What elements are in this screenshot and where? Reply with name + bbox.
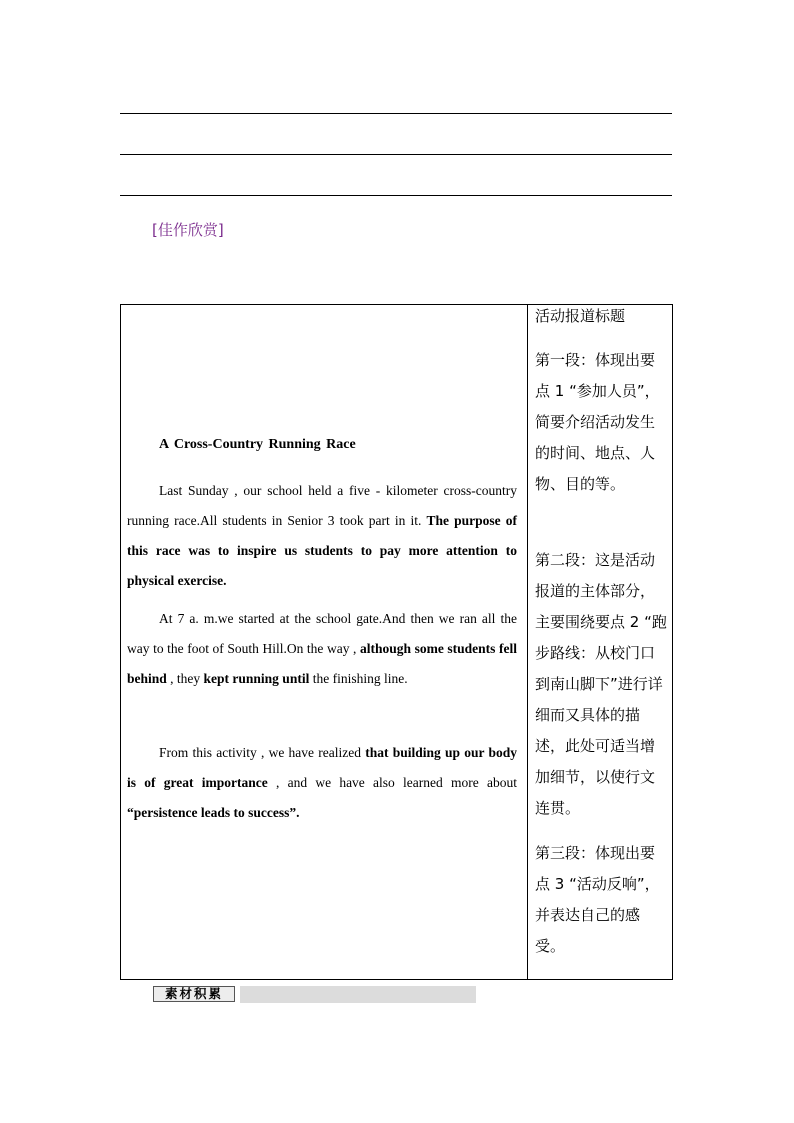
paragraph-text: Last Sunday , our school held a five - kilometer cross-country running race.All students in Senior 3 took part in it. — [127, 483, 517, 528]
paragraph-text: , they — [166, 671, 204, 686]
paragraph-text-bold: although some students fell behind — [127, 641, 517, 686]
paragraph-text-bold: “persistence leads to success”. — [127, 805, 300, 820]
paragraph-text: , and we have also learned more about — [267, 775, 517, 790]
section-title: [佳作欣赏] — [152, 221, 224, 239]
answer-line-3 — [120, 195, 672, 196]
answer-line-1 — [120, 113, 672, 114]
material-label: 素材积累 — [153, 986, 235, 1002]
essay-paragraph-3 — [127, 738, 517, 828]
note-title: 活动报道标题 — [535, 307, 626, 325]
material-header-bar — [240, 986, 476, 1003]
essay-table — [120, 304, 673, 980]
paragraph-text: From this activity , we have realized — [159, 745, 366, 760]
essay-paragraph-2 — [127, 604, 517, 694]
paragraph-text: the finishing line. — [309, 671, 408, 686]
note-paragraph-3: 第三段：体现出要点 3 “活动反响”，并表达自己的感受。 — [535, 844, 660, 955]
note-paragraph-1: 第一段：体现出要点 1 “参加人员”，简要介绍活动发生的时间、地点、人物、目的等。 — [535, 351, 660, 493]
answer-line-2 — [120, 154, 672, 155]
essay-paragraph-1 — [127, 476, 517, 596]
column-divider — [527, 305, 528, 979]
paragraph-text: At 7 a. m.we started at the school gate.And then we ran all the way to the foot of South Hill.On the way , — [127, 611, 517, 656]
note-paragraph-2: 第二段：这是活动报道的主体部分，主要围绕要点 2 “跑步路线：从校门口到南山脚下”进行详细而又具体的描述，此处可适当增加细节，以使行文连贯。 — [535, 551, 667, 817]
paragraph-text-bold: kept running until — [203, 671, 310, 686]
essay-title: A Cross-Country Running Race — [159, 437, 356, 452]
paragraph-text-bold: The purpose of this race was to inspire us students to pay more attention to physical exercise. — [127, 513, 518, 588]
paragraph-text-bold: that building up our body is of great importance — [127, 745, 518, 790]
